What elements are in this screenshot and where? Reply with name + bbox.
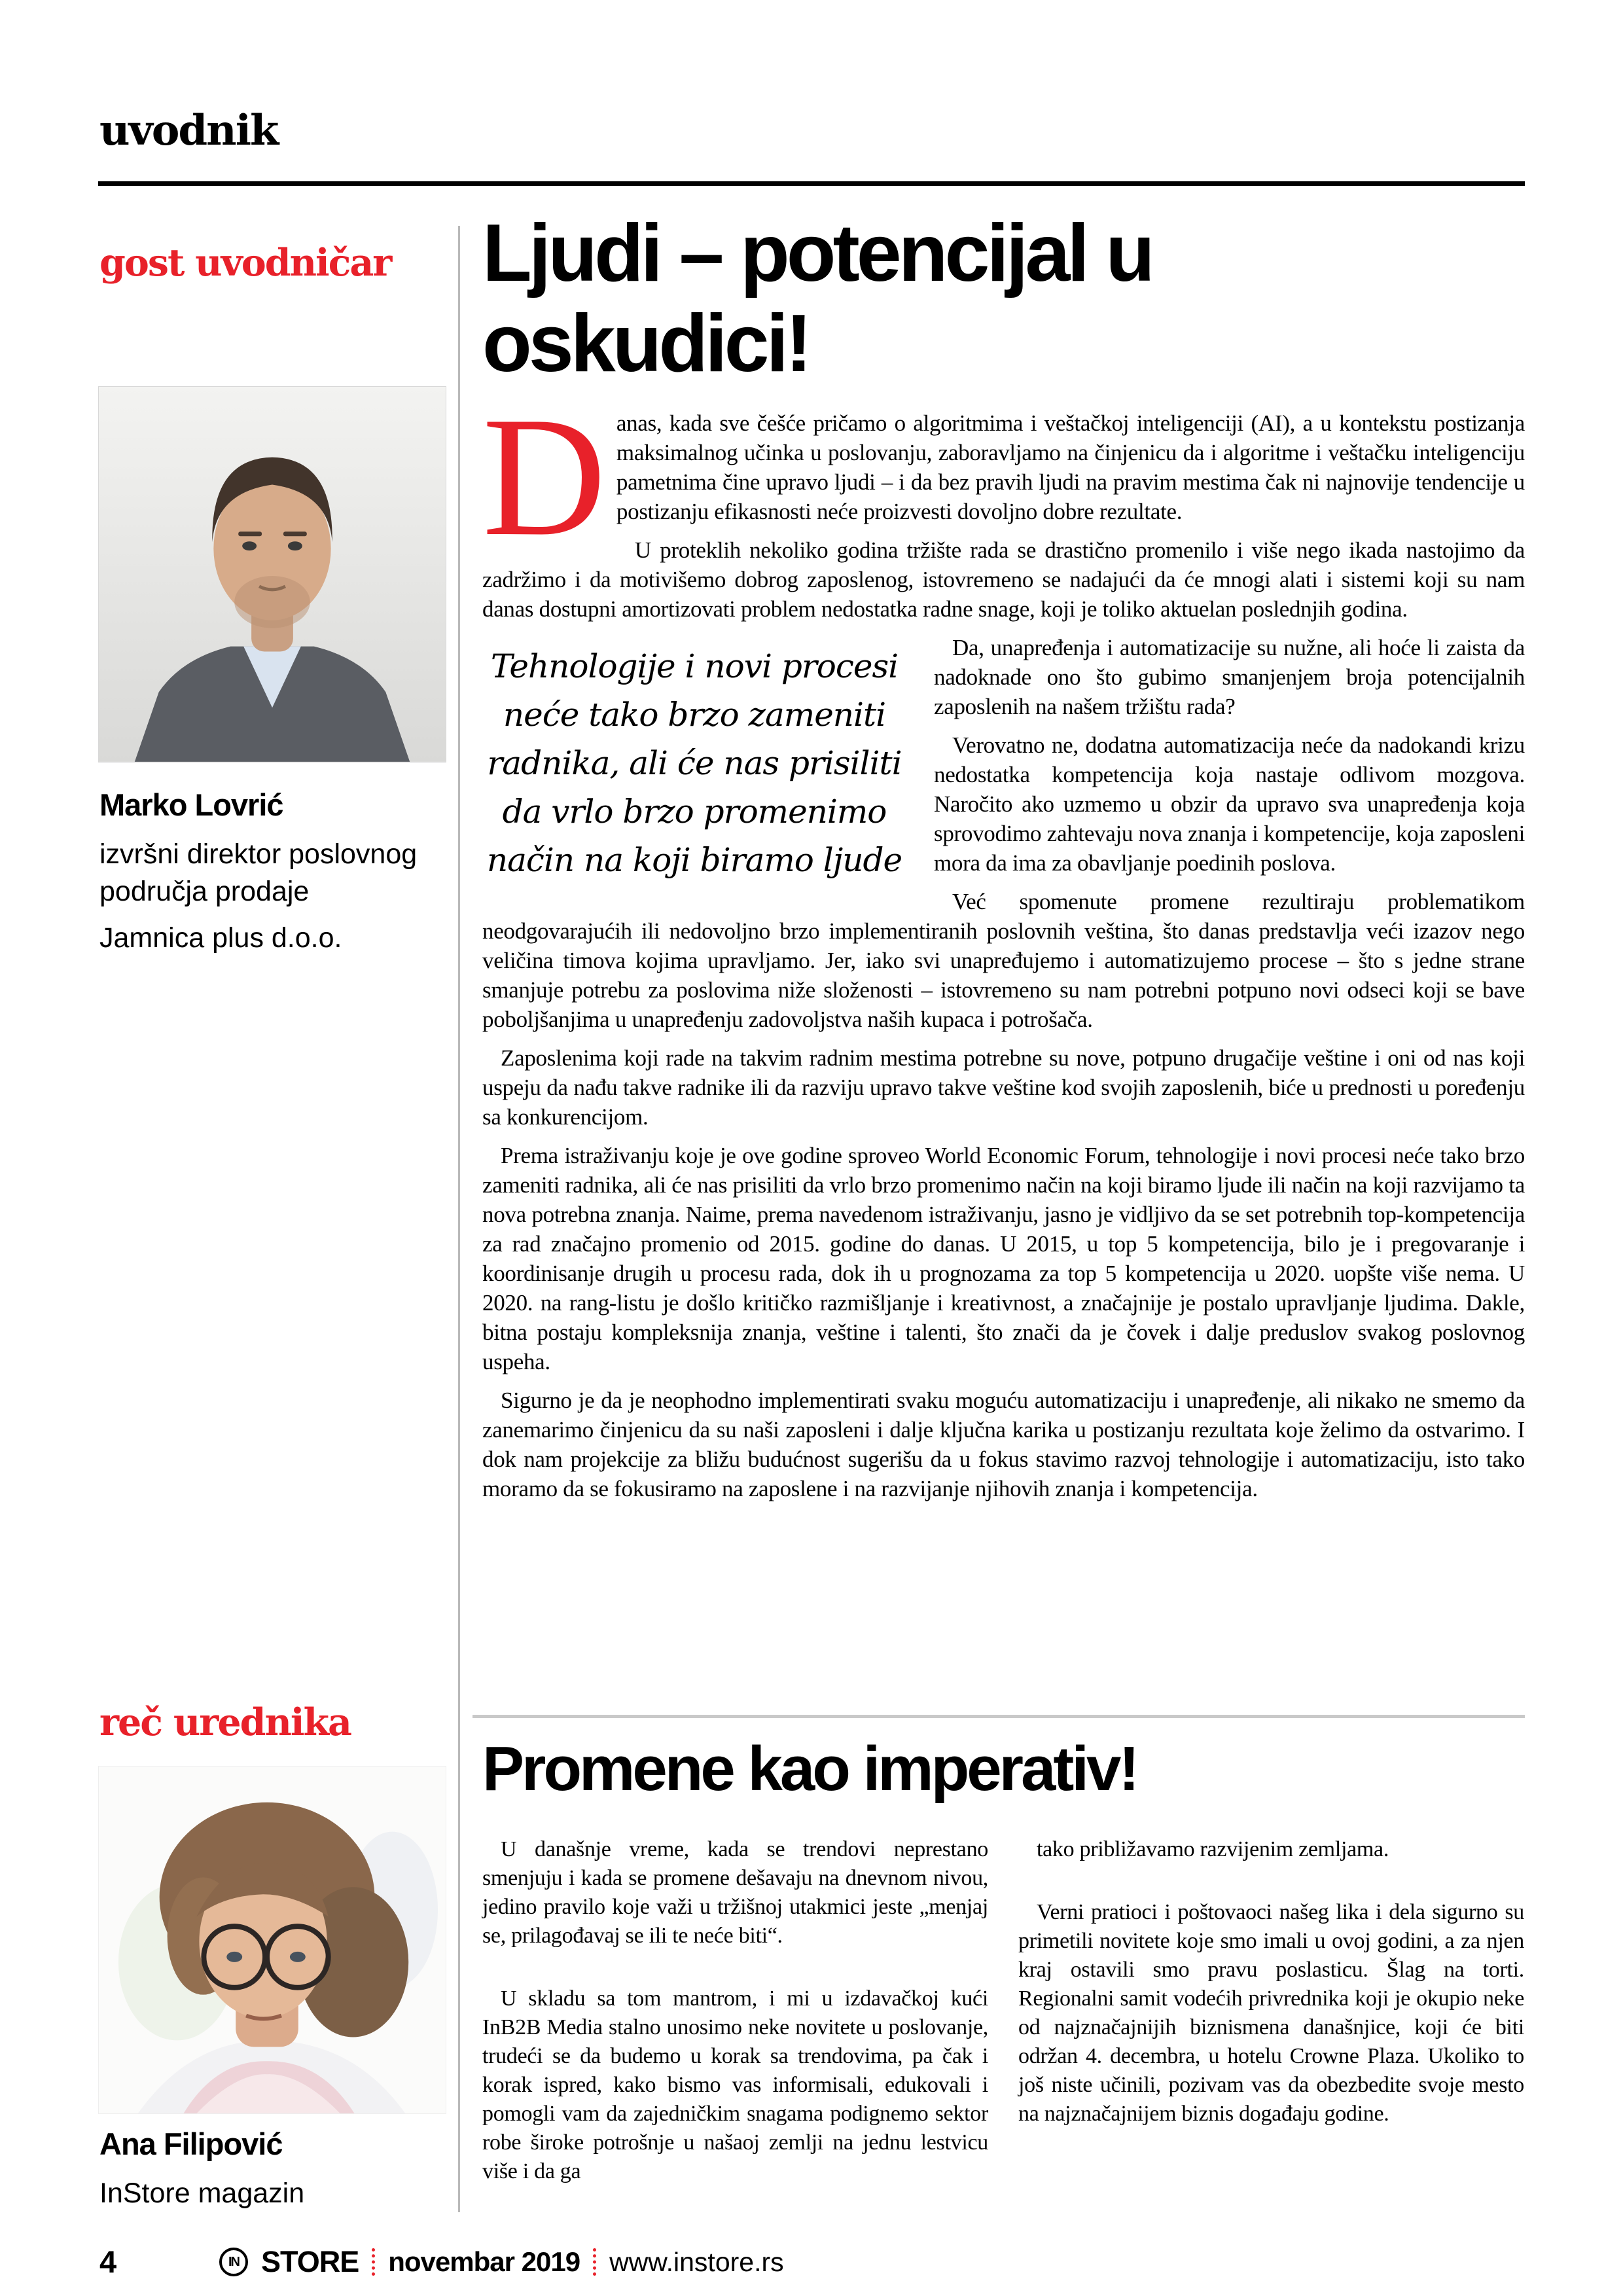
editor-name: Ana Filipović bbox=[99, 2126, 283, 2161]
masthead-rule bbox=[98, 181, 1525, 186]
editor-note-title: Promene kao imperativ! bbox=[482, 1734, 1137, 1804]
brand-store-label: STORE bbox=[261, 2245, 359, 2278]
guest-editorial-title: Ljudi – potencijal u oskudici! bbox=[482, 208, 1152, 389]
paragraph: Prema istraživanju koje je ove godine sproveo World Economic Forum, tehnologije i novi procesi neće tako brzo zameniti radnika, ali će nas prisiliti da vrlo brzo promenimo način na koji biramo ljude ili način na koji razvijamo ta nova potrebna znanja. Naime, prema navedenom istraživanju, jasno je vidljivo da se set potrebnih top-kompetencija za rad značajno promenio od 2015. godine do danas. U 2015, u top 5 kompetencija, bilo je i pregovaranje i koordinisanje drugih u procesu rada, dok ih u prognozama za top 5 kompetencija u 2020. uopšte više nema. U 2020. na rang-listu je došlo kritičko razmišljanje i kreativnost, a značajnije je postalo upravljanje ljudima. Dakle, bitna postaju kompleksnija znanja, veštine i talenti, što znači da je čovek i dalje preduslov svakog poslovnog uspeha. bbox=[482, 1143, 1525, 1374]
guest-editorial-body bbox=[482, 382, 1525, 1503]
pull-quote: Tehnologije i novi procesi neće tako brzo zameniti radnika, ali će nas prisiliti da vrlo brzo promenimo način na koji biramo ljude bbox=[486, 647, 902, 879]
guest-author-photo bbox=[98, 386, 446, 762]
instore-logo-icon: IN bbox=[219, 2248, 248, 2276]
paragraph: U proteklih nekoliko godina tržište rada se drastično promenilo i više nego ikada nastojimo da zadržimo i da motivišemo dobrog zaposlenog, istovremeno se nadajući da će mnogi alati i sistemi koji su nam danas dostupni amortizovati problem nedostatka radne snage, koji je toliko aktuelan poslednjih godina. bbox=[482, 537, 1525, 622]
paragraph: Verovatno ne, dodatna automatizacija neće da nadokandi krizu nedostatka kompetencija koja nastaje odlivom mozgova. Naročito ako uzmemo u obzir da upravo sva unapređenja koja sprovodimo zahtevaju nova znanja i kompetencije, koja zaposleni mora da ima za obavljanje poedinih poslova. bbox=[934, 732, 1525, 876]
editor-note-columns bbox=[482, 1835, 1525, 2220]
woman-portrait-illustration bbox=[99, 1767, 446, 2113]
red-dotted-divider bbox=[593, 2248, 596, 2276]
red-dotted-divider bbox=[372, 2248, 375, 2276]
guest-editorial-kicker: gost uvodničar bbox=[99, 241, 391, 285]
man-portrait-illustration bbox=[99, 387, 446, 762]
editor-note-article bbox=[482, 1733, 1525, 2220]
page-footer bbox=[98, 2241, 1525, 2283]
guest-author-caption bbox=[99, 787, 473, 954]
editor-note-rule bbox=[473, 1715, 1525, 1718]
website-url: www.instore.rs bbox=[609, 2246, 784, 2277]
issue-date: novembar 2019 bbox=[388, 2246, 580, 2277]
paragraph: U današnje vreme, kada se trendovi neprestano smenjuju i kada se promene dešavaju na dnevnom nivou, jedino pravilo koje važi u tržišnoj utakmici jeste „menjaj se, prilagođavaj se ili te neće biti“. bbox=[482, 1837, 988, 1948]
paragraph: D anas, kada sve češće pričamo o algoritmima i veštačkoj inteligenciji (AI), a u kontekstu postizanja maksimalnog učinka u poslovanju, zaboravljamo na činjenicu da i algoritme i veštačku inteligenciju pametnima čine upravo ljudi – i da bez pravih ljudi na pravim mestima čak ni najnovije tendencije u postizanju efikasnosti neće proizvesti dovoljno dobre rezultate. bbox=[482, 382, 1525, 571]
paragraph: tako približavamo razvijenim zemljama. bbox=[1037, 1837, 1389, 1861]
paragraph: Sigurno je da je neophodno implementirati svaku moguću automatizaciju i unapređenje, ali nikako ne smemo da zanemarimo činjenicu da su naši zaposleni i dalje ključna karika u postizanju rezultata koje želimo da ostvarimo. I dok nam projekcije za bližu budućnost sugerišu da u fokus stavimo razvoj tehnologije i automatizaciju, isto tako moramo da se fokusiramo na zaposlene i na razvijanje njihovih znanja i kompetencija. bbox=[482, 1388, 1525, 1501]
editor-organization: InStore magazin bbox=[99, 2178, 305, 2209]
editor-note-column-1 bbox=[482, 1835, 988, 2220]
drop-cap: D bbox=[482, 382, 606, 571]
column-divider bbox=[458, 226, 460, 2212]
paragraph: Zaposlenima koji rade na takvim radnim mestima potrebne su nove, potpuno drugačije veštine i oni od nas koji uspeju da nađu takve radnike ili da razviju upravo takve veštine kod svojih zaposlenih, biće u prednosti u poređenju sa konkurencijom. bbox=[482, 1045, 1525, 1130]
paragraph: Verni pratioci i poštovaoci našeg lika i dela sigurno su primetili novitete koje smo imali u ovoj godini, a za njen kraj ostavili smo pravu poslasticu. Šlag na torti. Regionalni samit vodećih privrednika koji je okupio neke od najznačajnijih biznismena današnjice, koji će biti održan 4. decembra, u hotelu Crowne Plaza. Ukoliko to još niste učinili, pozivam vas da obezbedite svoje mesto na najznačajnijem biznis događaju godine. bbox=[1018, 1900, 1524, 2126]
editor-photo bbox=[98, 1766, 446, 2114]
editor-note-column-2 bbox=[1018, 1835, 1524, 2220]
page-number: 4 bbox=[99, 2244, 117, 2279]
editor-caption bbox=[99, 2126, 473, 2212]
guest-author-name: Marko Lovrić bbox=[99, 787, 283, 822]
guest-author-company: Jamnica plus d.o.o. bbox=[99, 922, 342, 954]
guest-editorial-article bbox=[482, 208, 1525, 1513]
guest-author-role: izvršni direktor poslovnog područja prodaje bbox=[99, 838, 418, 907]
section-label: uvodnik bbox=[99, 106, 278, 155]
editor-note-kicker: reč urednika bbox=[99, 1700, 351, 1744]
paragraph: U skladu sa tom mantrom, i mi u izdavačkoj kući InB2B Media stalno unosimo neke novitete u poslovanje, trudeći se da budemo u korak sa trendovima, pa čak i korak ispred, kako bismo vas informisali, edukovali i pomogli vam da zajedničkim snagama podignemo sektor robe široke potrošnje u našaoj zemlji na jednu lestvicu više i da ga bbox=[482, 1986, 988, 2183]
paragraph: Već spomenute promene rezultiraju problematikom neodgovarajućih ili nedovoljno brzo implementiranih poslovnih veština, što danas predstavlja veći izazov nego veličina timova kojima upravljamo. Jer, iako svi unapređujemo i automatizujemo procese – što s jedne strane smanjuje potrebu za poslovima niže složenosti – istovremeno su nam potrebni potpuno novi odseci koji se bave poboljšanjima u unapređenju zadovoljstva naših kupaca i potrošača. bbox=[482, 889, 1525, 1032]
footer-brand bbox=[219, 2241, 784, 2283]
paragraph: Da, unapređenja i automatizacije su nužne, ali hoće li zaista da nadoknade ono što gubimo smanjenjem broja potencijalnih zaposlenih na našem tržištu rada? bbox=[934, 635, 1525, 719]
